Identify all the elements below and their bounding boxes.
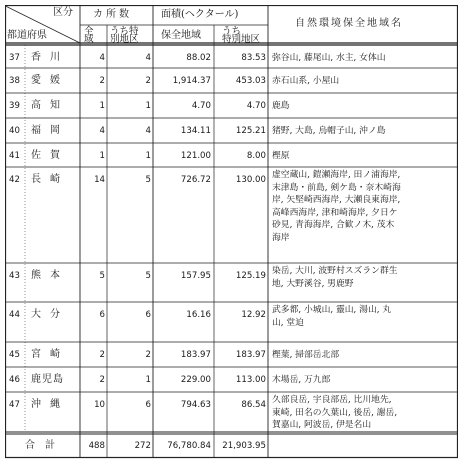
total-special: 272 [134,441,151,451]
area-names-line: 樫原 [272,151,290,161]
special-area-value: 125.21 [235,126,266,136]
all-area-count: 1 [99,101,105,111]
special-count: 4 [145,126,151,136]
area-names-line: 猪野, 大島, 烏帽子山, 沖ノ島 [272,126,386,136]
prefecture-name: 沖縄 [31,399,69,410]
all-area-count: 4 [99,53,105,63]
area-names-line: 岸, 矢堅崎西海岸, 大瀬良東海岸, [272,195,401,206]
area-names-line: 東崎, 田名の久葉山, 後岳, 謝岳, [272,407,398,418]
area-group-label: 面積(ヘクタール) [161,9,239,20]
special-label-2: 別地区 [110,34,139,45]
area-names-line: 山, 堂迫 [272,317,304,328]
prefecture-name: 大分 [31,309,69,320]
special-count: 4 [145,53,151,63]
special-area-value: 12.92 [241,310,266,320]
row-number: 38 [9,76,20,86]
row-number: 43 [9,271,20,281]
total-label: 合計 [25,440,65,451]
row-number: 40 [9,126,20,136]
pref-col-label: 都道府県 [7,30,47,41]
row-number: 41 [9,151,20,161]
row-number: 45 [9,350,20,360]
special-count: 6 [145,400,151,410]
row-number: 42 [9,175,20,185]
names-col-label: 自然環境保全地域名 [295,18,403,29]
area-names-line: 鹿島 [272,101,290,111]
special-area-value: 83.53 [241,53,266,63]
prefecture-name: 福岡 [31,125,69,136]
special-count: 1 [145,375,151,385]
area-names-line: 木場岳, 万九郎 [272,375,331,385]
special-area-value: 183.97 [235,350,266,360]
prefecture-name: 高知 [31,100,69,111]
area-all-label: 保全地域 [161,30,201,41]
area-names-line: 武多都, 小城山, 靈山, 湯山, 丸 [272,305,392,315]
prefecture-name: 佐賀 [31,150,69,161]
special-count: 2 [145,76,151,86]
special-area-value: 113.00 [235,375,266,385]
prefecture-name: 鹿児島 [31,374,64,385]
special-area-value: 86.54 [241,400,266,410]
conservation-area-table [5,5,458,460]
special-area-value: 453.03 [235,76,266,86]
all-area-label-2: 域 [84,34,94,45]
area-names-line: 虚空蔵山, 鎧瀬海岸, 田ノ浦海岸, [272,170,401,180]
prefecture-name: 香川 [31,52,69,63]
area-value: 726.72 [180,175,211,185]
area-value: 183.97 [180,350,211,360]
area-names-line: 染岳, 大川, 波野村スズラン群生 [272,266,398,276]
area-names-line: 弥谷山, 藤尾山, 水主, 女体山 [272,53,386,63]
special-area-value: 125.19 [235,271,266,281]
total-area: 76,780.84 [167,441,211,451]
area-names-line: 久部良岳, 宇良部岳, 比川地先, [272,395,392,405]
row-number: 47 [9,400,20,410]
special-count: 5 [145,271,151,281]
area-names-line: 赤石山系, 小屋山 [272,76,340,86]
area-names-line: 海岸 [272,233,290,243]
area-value: 88.02 [186,53,211,63]
all-area-count: 5 [99,271,105,281]
total-special-area: 21,903.95 [222,441,266,451]
area-value: 121.00 [180,151,211,161]
special-count: 5 [145,175,151,185]
area-special-label-2: 特別地区 [222,34,261,45]
all-area-count: 6 [99,310,105,320]
special-label-1: うち特 [110,26,139,37]
area-value: 1,914.37 [172,76,211,86]
special-area-value: 4.70 [246,101,266,111]
prefecture-name: 宮崎 [31,349,69,360]
special-count: 6 [145,310,151,320]
prefecture-name: 熊本 [31,270,69,281]
row-number: 46 [9,375,20,385]
district-col-label: 区分 [53,7,73,18]
area-value: 229.00 [180,375,211,385]
prefecture-name: 愛媛 [31,75,69,86]
row-number: 39 [9,101,20,111]
area-value: 157.95 [180,271,211,281]
area-names-line: 高峰西海岸, 津和崎海岸, 夕日ケ [272,207,398,218]
row-number: 37 [9,53,20,63]
total-all: 488 [88,441,105,451]
area-value: 4.70 [191,101,211,111]
all-area-count: 1 [99,151,105,161]
area-special-label-1: うち [222,26,242,37]
special-count: 2 [145,350,151,360]
area-names-line: 樫葉, 掃部岳北部 [272,350,340,360]
special-area-value: 130.00 [235,175,266,185]
special-count: 1 [145,101,151,111]
row-number: 44 [9,310,20,320]
all-area-count: 10 [94,400,105,410]
all-area-count: 2 [99,350,105,360]
area-value: 794.63 [180,400,211,410]
all-area-label-1: 全 [84,26,94,37]
prefecture-name: 長崎 [31,174,69,185]
all-area-count: 2 [99,76,105,86]
area-names-line: 末津島・前島, 剣ケ島・奈木崎海 [272,182,401,193]
area-names-line: 地, 大野溪谷, 男鹿野 [272,278,354,289]
special-count: 1 [145,151,151,161]
area-names-line: 砂見, 青海海岸, 合歓ノ木, 茂木 [272,220,395,231]
all-area-count: 14 [94,175,105,185]
all-area-count: 2 [99,375,105,385]
area-names-line: 賀嘉山, 阿波岳, 伊是名山 [272,420,372,431]
area-value: 16.16 [186,310,211,320]
all-area-count: 4 [99,126,105,136]
count-group-label: カ所数 [93,9,132,20]
area-value: 134.11 [180,126,211,136]
special-area-value: 8.00 [246,151,266,161]
